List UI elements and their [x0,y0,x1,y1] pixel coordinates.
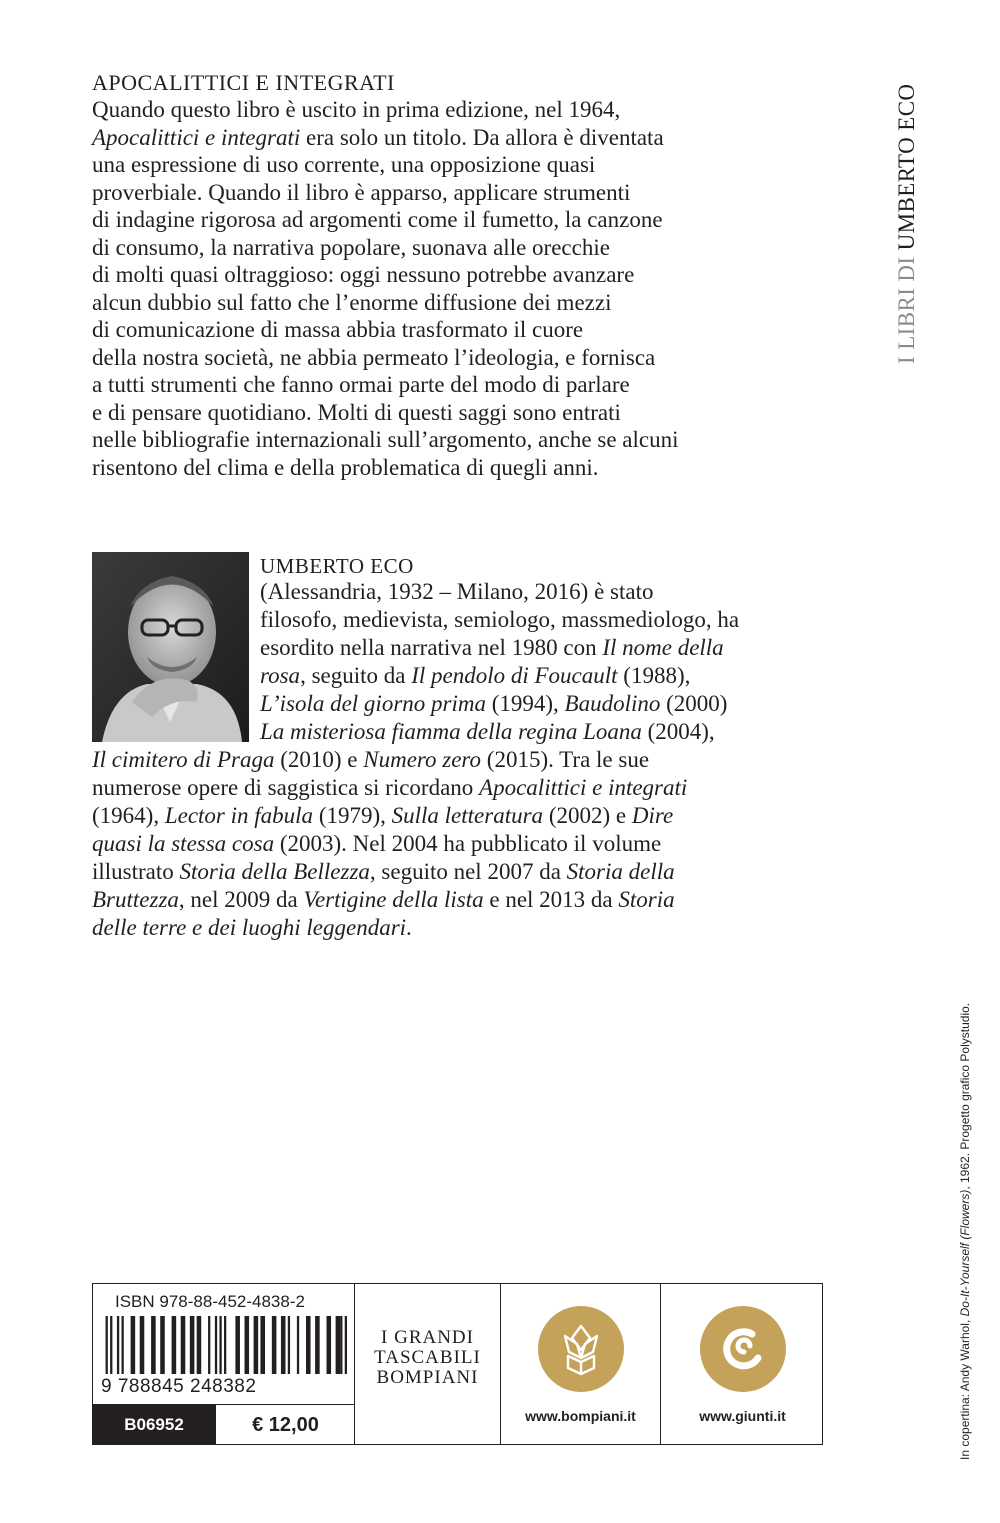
author-bio-bottom [92,746,832,942]
text-line [92,830,832,858]
text-span: (2002) e [543,803,632,828]
barcode-bar [172,1316,177,1374]
italic-text: Apocalittici e integrati [92,124,301,150]
text-span: illustrato [92,859,180,884]
author-bio-top [260,578,820,746]
barcode-bar [160,1316,165,1374]
text-line [92,206,852,234]
series-cell [355,1284,501,1444]
italic-text: Vertigine della lista [303,887,484,912]
barcode-bar [245,1316,250,1374]
text-span: (1979), [313,803,392,828]
text-span: di molti quasi oltraggioso: oggi nessuno potrebbe avanzare [92,262,635,287]
italic-text: Numero zero [363,747,482,772]
barcode-bar [131,1316,136,1374]
text-span: e di pensare quotidiano. Molti di questi saggi sono entrati [92,399,621,425]
text-line [92,316,852,344]
italic-text: Bruttezza [92,887,179,912]
barcode-bar [122,1316,124,1374]
barcode-bar [106,1316,108,1374]
text-span: risentono del clima e della problematica di quegli anni. [92,454,599,480]
author-name: UMBERTO ECO [260,554,414,578]
bompiani-site: www.bompiani.it [525,1408,636,1424]
barcode-bar [336,1316,341,1374]
barcode-digits: 9 788845 248382 [101,1376,257,1397]
text-line [260,662,820,690]
barcode-bar [190,1316,195,1374]
text-span: alcun dubbio sul fatto che l’enorme diffusione dei mezzi [92,289,612,315]
text-line [92,371,852,399]
series-line: BOMPIANI [376,1367,479,1388]
barcode-cell [93,1284,355,1444]
blurb-text [92,96,852,481]
barcode-bar [215,1316,217,1374]
barcode-bar [306,1316,311,1374]
text-line [92,179,852,207]
text-span: . [406,915,412,940]
italic-text: Storia della Bellezza [179,859,370,884]
text-span: (2010) e [274,747,364,772]
italic-text: Sulla letteratura [391,803,544,828]
text-line [260,718,820,746]
bompiani-cell [501,1284,661,1444]
text-span: (Alessandria, 1932 – Milano, 2016) è stato [260,579,654,604]
text-span: filosofo, medievista, semiologo, massmediologo, ha [260,607,740,632]
italic-text: quasi la stessa cosa [92,831,275,856]
text-span: Quando questo libro è uscito in prima edizione, nel 1964, [92,97,621,122]
text-line [92,774,832,802]
text-span: (2015). Tra le sue [481,747,650,772]
bompiani-logo-icon [538,1306,624,1392]
barcode-bar [315,1316,320,1374]
text-line [92,746,832,774]
book-title: APOCALITTICI E INTEGRATI [92,70,395,95]
text-line [92,124,852,152]
barcode-bar [224,1316,226,1374]
italic-text: La misteriosa fiamma della regina Loana [260,719,642,744]
italic-text: Baudolino [564,691,661,716]
text-line [92,289,852,317]
text-span: (2000) [660,691,728,716]
text-span: (1964), [92,803,165,828]
text-span: a tutti strumenti che fanno ormai parte del modo di parlare [92,372,630,397]
text-line [260,578,820,606]
text-span: nelle bibliografie internazionali sull’argomento, anche se alcuni [92,427,679,452]
barcode-bar [151,1316,156,1374]
text-line [92,151,852,179]
isbn-label: ISBN 978-88-452-4838-2 [115,1292,305,1311]
text-line [92,454,852,482]
barcode-bar [297,1316,299,1374]
credit-part: In copertina: Andy Warhol, [958,1316,972,1460]
credit-part: , 1962. Progetto grafico Polystudio. [958,1002,972,1190]
price: € 12,00 [215,1405,355,1445]
italic-text: Storia [618,887,675,912]
barcode-bar [340,1316,342,1374]
barcode-bar [272,1316,277,1374]
barcode-bar [260,1316,265,1374]
text-span: esordito nella narrativa nel 1980 con [260,635,603,660]
text-span: (2003). Nel 2004 ha pubblicato il volume [274,831,662,856]
barcode-bar [117,1316,119,1374]
text-line [92,344,852,372]
barcode-bar [219,1316,221,1374]
cover-credit [958,1002,978,1460]
barcode-bar [288,1316,290,1374]
italic-text: rosa [260,663,301,688]
italic-text: Apocalittici e integrati [479,775,688,800]
text-line [92,399,852,427]
barcode-bar [110,1316,112,1374]
italic-text: delle terre e dei luoghi leggendari [92,915,407,940]
text-span: era solo un titolo. Da allora è diventata [300,124,664,150]
text-line [92,886,832,914]
barcode-bar [345,1316,347,1374]
text-span: , nel 2009 da [178,887,304,912]
italic-text: L’isola del giorno prima [260,691,486,716]
text-span: (1994), [485,691,565,716]
giunti-site: www.giunti.it [699,1408,786,1424]
italic-text: Il cimitero di Praga [92,747,275,772]
italic-text: Dire [631,803,674,828]
barcode-bar [254,1316,259,1374]
barcode-box [92,1283,823,1445]
barcode [101,1316,351,1374]
text-span: proverbiale. Quando il libro è apparso, applicare strumenti [92,179,631,205]
italic-text: Lector in fabula [164,803,314,828]
text-span: di comunicazione di massa abbia trasformato il cuore [92,317,584,342]
text-span: di indagine rigorosa ad argomenti come il fumetto, la canzone [92,207,663,232]
text-line [92,261,852,289]
credit-part: Do-It-Yourself (Flowers) [958,1189,972,1317]
product-code: B06952 [93,1405,215,1445]
barcode-bar [181,1316,186,1374]
italic-text: Il pendolo di Foucault [411,663,618,688]
italic-text: Il nome della [602,635,724,660]
series-line: TASCABILI [374,1347,481,1368]
series-name [355,1328,500,1388]
text-span: (2004), [641,719,715,744]
text-span: (1988), [617,663,691,688]
text-span: di consumo, la narrativa popolare, suonava alle orecchie [92,234,610,260]
text-line [92,914,832,942]
giunti-cell [661,1284,824,1444]
series-line: I GRANDI [381,1327,474,1348]
text-line [92,96,852,124]
barcode-bar [197,1316,202,1374]
author-photo [92,552,249,742]
barcode-bar [235,1316,240,1374]
text-span: , seguito nel 2007 da [369,859,567,884]
text-span: numerose opere di saggistica si ricordano [92,775,480,800]
text-line [92,802,832,830]
italic-text: Storia della [566,859,675,884]
giunti-logo-icon [700,1306,786,1392]
text-span: una espressione di uso corrente, una opposizione quasi [92,152,596,177]
text-line [92,234,852,262]
text-span: e nel 2013 da [483,887,619,912]
series-author: UMBERTO ECO [894,83,919,251]
text-line [260,634,820,662]
text-span: della nostra società, ne abbia permeato l’ideologia, e fornisca [92,344,656,370]
text-line [260,606,820,634]
barcode-bar [327,1316,332,1374]
barcode-bar [281,1316,286,1374]
series-prefix: I LIBRI DI [894,250,919,364]
barcode-bar [208,1316,210,1374]
barcode-bar [140,1316,145,1374]
series-spine-label [894,74,924,364]
text-span: , seguito da [300,663,412,688]
text-line [260,690,820,718]
text-line [92,426,852,454]
text-line [92,858,832,886]
